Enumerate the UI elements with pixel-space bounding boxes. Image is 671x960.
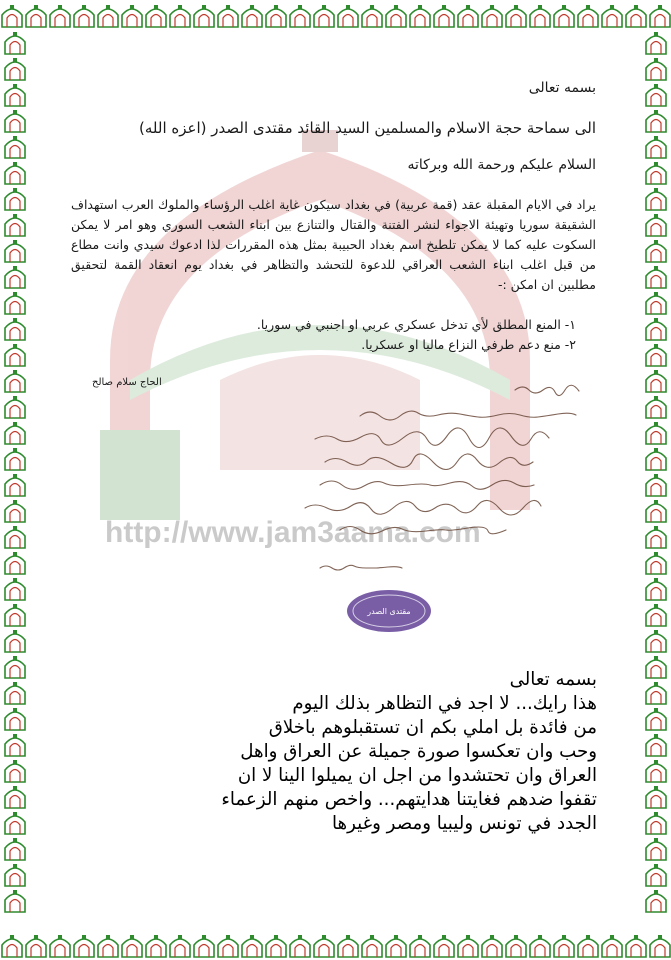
border-motif [5,32,25,54]
decorative-border-left [0,30,30,930]
border-motif [218,5,238,27]
border-motif [338,935,358,957]
border-motif [646,448,666,470]
border-motif [646,864,666,886]
border-motif [646,318,666,340]
border-motif [314,935,334,957]
letter-addressee: الى سماحة حجة الاسلام والمسلمين السيد القائد مقتدى الصدر (اعزه الله) [139,119,596,137]
border-motif [5,448,25,470]
border-motif [122,935,142,957]
border-motif [5,370,25,392]
border-motif [194,5,214,27]
letter-body: يراد في الايام المقبلة عقد (قمة عربية) في بغداد سيكون غاية اغلب الرؤساء والملوك العرب استهداف الشقيقة سوريا وتهيئة الاجواء لنشر الفتنة والقتال والتنازع بين ابناء الشعب السوري وهو امر لا يمكن السكوت عليه كما لا يمكن تلطيخ اسم بغداد الحبيبة بمثل هذه المقررات لذا ادعوك سيدي وانت مطاع من قبل اغلب ابناء الشعب العراقي للدعوة للتحشد والتظاهر في بغداد يوم انعقاد القمة لتحقيق مطلبين ان امكن :- [71,196,596,293]
border-motif [646,214,666,236]
border-motif [5,266,25,288]
border-motif [646,396,666,418]
border-motif [5,318,25,340]
border-motif [5,110,25,132]
border-motif [5,682,25,704]
border-motif [5,58,25,80]
border-motif [5,474,25,496]
border-motif [646,578,666,600]
border-motif [194,935,214,957]
border-motif [362,935,382,957]
letter-greeting: السلام عليكم ورحمة الله وبركاته [407,157,596,173]
border-motif [458,5,478,27]
border-motif [530,5,550,27]
border-motif [50,5,70,27]
border-motif [26,935,46,957]
border-motif [646,266,666,288]
border-motif [554,935,574,957]
demand-item: ٢- منع دعم طرفي النزاع ماليا او عسكريا. [361,337,576,352]
transcript-line: وحب وان تعكسوا صورة جميلة عن العراق واهل [240,741,597,762]
border-motif [646,84,666,106]
transcript-line: بسمه تعالى [509,669,597,690]
border-motif [646,760,666,782]
border-motif [434,935,454,957]
border-motif [5,812,25,834]
transcript-line: العراق وان تحتشدوا من اجل ان يميلوا الينا لا ان [237,765,597,786]
border-motif [646,526,666,548]
border-motif [410,5,430,27]
handwritten-transcript [221,668,597,836]
letter-signer: الحاج سلام صالح [92,377,162,388]
border-motif [5,578,25,600]
border-motif [646,708,666,730]
border-motif [2,935,22,957]
border-motif [646,240,666,262]
border-motif [5,708,25,730]
border-motif [646,656,666,678]
border-motif [5,188,25,210]
border-motif [5,630,25,652]
border-motif [5,864,25,886]
border-motif [242,935,262,957]
border-motif [5,396,25,418]
decorative-border-bottom [0,930,671,960]
border-motif [5,344,25,366]
border-motif [646,162,666,184]
border-motif [646,500,666,522]
border-motif [410,935,430,957]
handwritten-reply [300,382,600,577]
border-motif [122,5,142,27]
border-motif [170,935,190,957]
border-motif [5,292,25,314]
border-motif [646,682,666,704]
border-motif [266,5,286,27]
letter-blessing: بسمه تعالى [528,80,596,96]
border-motif [646,474,666,496]
border-motif [2,5,22,27]
transcript-line: الجدد في تونس وليبيا ومصر وغيرها [331,813,597,834]
border-motif [74,5,94,27]
border-motif [646,838,666,860]
border-motif [5,656,25,678]
border-motif [646,734,666,756]
border-motif [146,935,166,957]
border-motif [218,935,238,957]
border-motif [5,240,25,262]
border-motif [386,935,406,957]
border-motif [578,935,598,957]
border-motif [5,500,25,522]
border-motif [530,935,550,957]
border-motif [646,630,666,652]
border-motif [5,552,25,574]
border-motif [506,935,526,957]
official-seal [345,588,433,634]
border-motif [482,5,502,27]
border-motif [98,935,118,957]
border-motif [646,552,666,574]
border-motif [338,5,358,27]
border-motif [646,32,666,54]
border-motif [646,370,666,392]
border-motif [290,5,310,27]
border-motif [578,5,598,27]
border-motif [170,5,190,27]
border-motif [146,5,166,27]
border-motif [26,5,46,27]
border-motif [458,935,478,957]
border-motif [646,292,666,314]
transcript-line: من فائدة بل املي بكم ان تستقبلوهم باخلاق [268,717,597,738]
border-motif [98,5,118,27]
border-motif [266,935,286,957]
border-motif [646,344,666,366]
border-motif [602,5,622,27]
seal-text: مقتدى الصدر [367,607,411,616]
border-motif [290,935,310,957]
border-motif [5,84,25,106]
border-motif [554,5,574,27]
border-motif [626,5,646,27]
border-motif [646,136,666,158]
border-motif [650,935,670,957]
border-motif [362,5,382,27]
border-motif [5,526,25,548]
transcript-line: هذا رايك... لا اجد في التظاهر بذلك اليوم [292,693,597,714]
border-motif [646,890,666,912]
border-motif [646,422,666,444]
border-motif [5,422,25,444]
border-motif [5,604,25,626]
border-motif [5,760,25,782]
border-motif [5,136,25,158]
transcript-line: تقفوا ضدهم فغايتنا هدايتهم... واخص منهم الزعماء [221,789,597,810]
border-motif [646,188,666,210]
border-motif [5,890,25,912]
border-motif [74,935,94,957]
border-motif [242,5,262,27]
border-motif [646,604,666,626]
decorative-border-top [0,0,671,30]
border-motif [5,786,25,808]
border-motif [5,734,25,756]
border-motif [646,786,666,808]
border-motif [5,162,25,184]
border-motif [626,935,646,957]
border-motif [646,110,666,132]
border-motif [5,838,25,860]
border-motif [386,5,406,27]
border-motif [5,214,25,236]
border-motif [434,5,454,27]
border-motif [506,5,526,27]
letter-demands [257,315,576,355]
demand-item: ١- المنع المطلق لأي تدخل عسكري عربي او اجنبي في سوريا. [256,317,576,332]
border-motif [482,935,502,957]
border-motif [646,812,666,834]
border-motif [314,5,334,27]
decorative-border-right [641,30,671,930]
border-motif [602,935,622,957]
watermark-url: http://www.jam3aama.com [105,516,481,549]
border-motif [650,5,670,27]
border-motif [50,935,70,957]
border-motif [646,58,666,80]
